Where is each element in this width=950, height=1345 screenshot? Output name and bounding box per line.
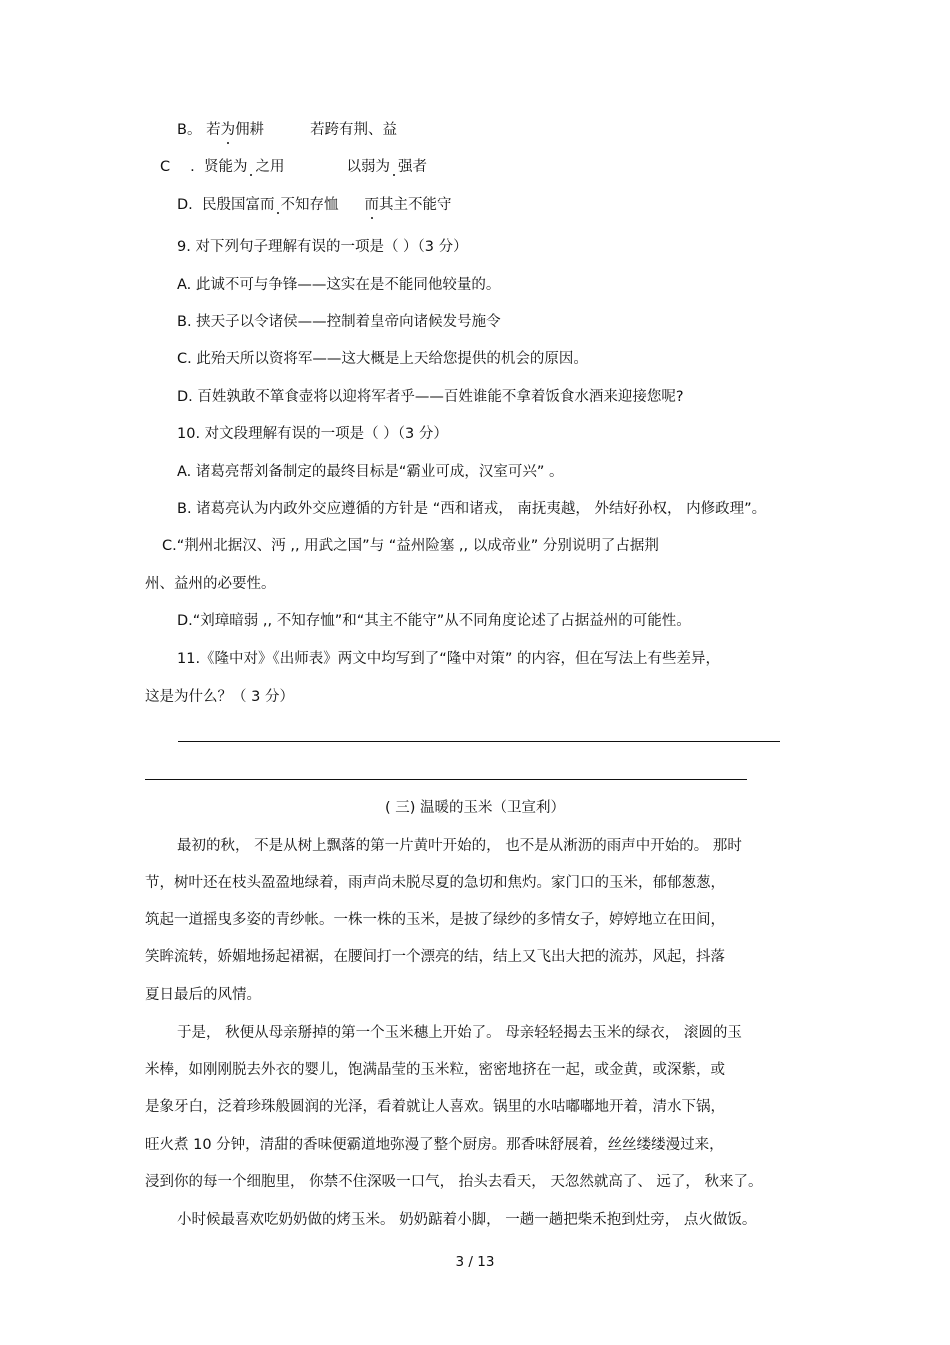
- q9-option-d: D. 百姓孰敢不箪食壶将以迎将军者乎——百姓谁能不拿着饭食水酒来迎接您呢?: [177, 389, 684, 405]
- q10-option-c: C.“荆州北据汉、沔 ,, 用武之国”与 “益州险塞 ,, 以成帝业” 分别说明了占据荆: [162, 538, 659, 554]
- q10-option-d: D.“刘璋暗弱 ,, 不知存恤”和“其主不能守”从不同角度论述了占据益州的可能性。: [177, 613, 691, 629]
- q9-stem: 9. 对下列句子理解有误的一项是（ ）（3 分）: [177, 239, 468, 255]
- passage-line: 节，树叶还在枝头盈盈地绿着，雨声尚未脱尽夏的急切和焦灼。家门口的玉米，郁郁葱葱，: [145, 875, 725, 891]
- passage-line: 筑起一道摇曳多姿的青纱帐。一株一株的玉米，是披了绿纱的多情女子，婷婷地立在田间，: [145, 912, 725, 928]
- q8-option-b: B。 若为佣耕 若跨有荆、益: [177, 122, 398, 138]
- passage-line: 浸到你的每一个细胞里， 你禁不住深吸一口气， 抬头去看天， 天忽然就高了、 远了， 秋来了。: [145, 1174, 763, 1190]
- passage-line: 旺火煮 10 分钟，清甜的香味便霸道地弥漫了整个厨房。那香味舒展着，丝丝缕缕漫过来，: [145, 1137, 724, 1153]
- passage-line: 夏日最后的风情。: [145, 987, 261, 1003]
- q9-option-a: A. 此诚不可与争锋——这实在是不能同他较量的。: [177, 277, 501, 293]
- page-number: 3 / 13: [455, 1254, 495, 1270]
- q10-option-a: A. 诸葛亮帮刘备制定的最终目标是“霸业可成，汉室可兴” 。: [177, 464, 564, 480]
- passage-line: 笑眸流转，娇媚地扬起裙裾，在腰间打一个漂亮的结，结上又飞出大把的流苏，风起，抖落: [145, 949, 725, 965]
- emphasis-dot-char: 为: [220, 122, 236, 138]
- q10-stem: 10. 对文段理解有误的一项是（ ）（3 分）: [177, 426, 448, 442]
- emphasis-dot-char: 而: [364, 197, 379, 213]
- section-title: ( 三) 温暖的玉米（卫宣利）: [384, 800, 566, 816]
- q9-option-c: C. 此殆天所以资将军——这大概是上天给您提供的机会的原因。: [177, 351, 588, 367]
- passage-line: 于是， 秋便从母亲掰掉的第一个玉米穗上开始了。 母亲轻轻揭去玉米的绿衣， 滚圆的玉: [177, 1025, 742, 1041]
- passage-line: 是象牙白，泛着珍珠般圆润的光泽，看着就让人喜欢。锅里的水咕嘟嘟地开着，清水下锅，: [145, 1099, 725, 1115]
- passage-line: 小时候最喜欢吃奶奶做的烤玉米。 奶奶踮着小脚， 一趟一趟把柴禾抱到灶旁， 点火做饭。: [177, 1212, 757, 1228]
- answer-line: [145, 779, 747, 780]
- q8-option-d: D. 民殷国富而 不知存恤 而其主不能守: [177, 197, 452, 213]
- q9-option-b: B. 挟天子以令诸侯——控制着皇帝向诸候发号施令: [177, 314, 501, 330]
- q10-option-c-continued: 州、益州的必要性。: [145, 576, 276, 592]
- q10-option-b: B. 诸葛亮认为内政外交应遵循的方针是 “西和诸戎， 南抚夷越， 外结好孙权， 内修政理”。: [177, 501, 767, 517]
- passage-line: 米棒，如刚刚脱去外衣的婴儿，饱满晶莹的玉米粒，密密地挤在一起，或金黄，或深紫，或: [145, 1062, 725, 1078]
- passage-line: 最初的秋， 不是从树上飘落的第一片黄叶开始的， 也不是从淅沥的雨声中开始的。 那时: [177, 838, 742, 854]
- q11-stem-continued: 这是为什么？（ 3 分）: [145, 689, 294, 705]
- answer-line: [178, 741, 780, 742]
- q11-stem: 11.《隆中对》《出师表》两文中均写到了“隆中对策” 的内容，但在写法上有些差异，: [177, 651, 720, 667]
- q8-option-c: C . 贤能为 之用 以弱为 强者: [160, 159, 427, 175]
